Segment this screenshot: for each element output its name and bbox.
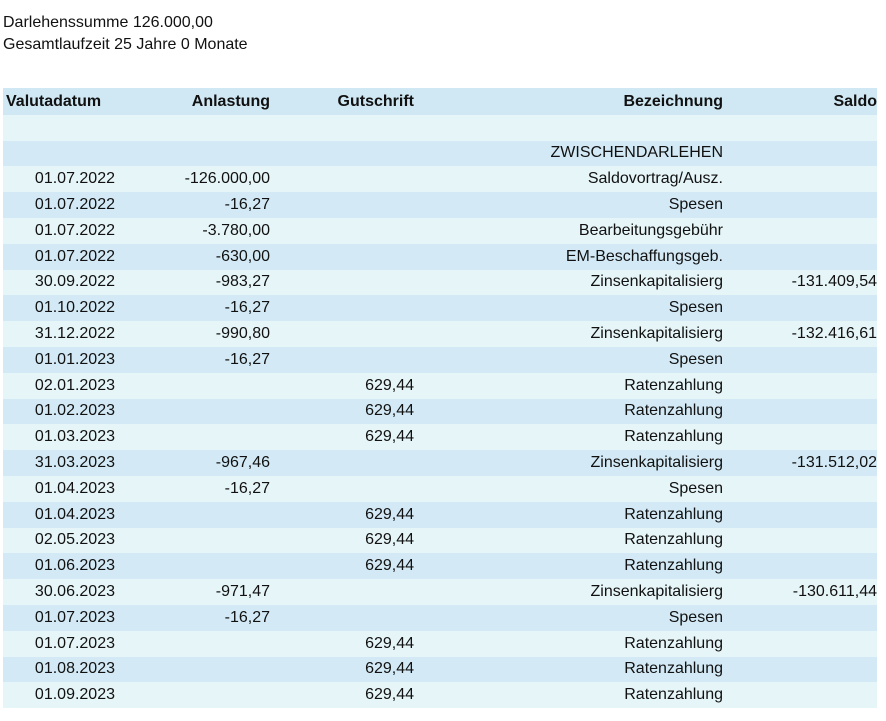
- row-description-cell: Spesen: [668, 299, 723, 317]
- row-credit-cell: [270, 218, 414, 244]
- row-debit-cell: [115, 399, 270, 425]
- row-debit-cell: -971,47: [215, 583, 270, 601]
- row-balance-cell: [723, 605, 877, 631]
- row-credit-cell: 629,44: [365, 402, 414, 420]
- row-description-cell: Ratenzahlung: [624, 634, 723, 652]
- row-description-cell: Ratenzahlung: [624, 660, 723, 678]
- row-debit-cell: -16,27: [224, 479, 270, 497]
- table-row: [3, 399, 877, 425]
- table-row: [3, 657, 877, 683]
- row-balance-cell: [723, 244, 877, 270]
- table-row: [3, 528, 877, 554]
- row-debit-cell: -16,27: [224, 196, 270, 214]
- row-credit-cell: 629,44: [365, 557, 414, 575]
- table-row: [3, 270, 877, 296]
- table-row: [3, 347, 877, 373]
- row-balance-cell: [723, 373, 877, 399]
- row-date-cell: 31.03.2023: [34, 454, 115, 472]
- row-debit-cell: -126.000,00: [184, 170, 270, 188]
- table-row: [3, 321, 877, 347]
- row-date-cell: 01.07.2023: [34, 634, 115, 652]
- row-balance-cell: [723, 347, 877, 373]
- row-debit-cell: -630,00: [215, 247, 270, 265]
- row-debit-cell: [115, 528, 270, 554]
- loan-amount-text: Darlehenssumme 126.000,00: [3, 14, 213, 31]
- table-row: [3, 682, 877, 708]
- row-date-cell: [3, 115, 115, 141]
- row-debit-cell: -16,27: [224, 350, 270, 368]
- row-description-cell: Zinsenkapitalisierg: [590, 325, 723, 343]
- table-row: [3, 476, 877, 502]
- row-balance-cell: [723, 424, 877, 450]
- row-description-cell: Zinsenkapitalisierg: [590, 454, 723, 472]
- row-date-cell: 01.04.2023: [34, 479, 115, 497]
- row-debit-cell: [115, 373, 270, 399]
- table-row: [3, 141, 877, 167]
- row-debit-cell: [115, 553, 270, 579]
- row-credit-cell: [270, 141, 414, 167]
- row-credit-cell: 629,44: [365, 505, 414, 523]
- row-description-cell: Spesen: [668, 350, 723, 368]
- row-date-cell: 01.07.2022: [34, 247, 115, 265]
- row-credit-cell: [270, 295, 414, 321]
- row-debit-cell: [115, 631, 270, 657]
- table-row: [3, 579, 877, 605]
- row-date-cell: [3, 141, 115, 167]
- row-credit-cell: [270, 115, 414, 141]
- row-balance-cell: [723, 553, 877, 579]
- row-balance-cell: -130.611,44: [792, 583, 877, 601]
- row-date-cell: 01.07.2022: [34, 170, 115, 188]
- column-header-date: Valutadatum: [6, 92, 102, 110]
- table-row: [3, 605, 877, 631]
- row-credit-cell: [270, 579, 414, 605]
- row-credit-cell: 629,44: [365, 531, 414, 549]
- loan-summary: [3, 12, 248, 56]
- row-credit-cell: [270, 192, 414, 218]
- row-date-cell: 01.08.2023: [34, 660, 115, 678]
- row-date-cell: 01.01.2023: [34, 350, 115, 368]
- row-description-cell: Ratenzahlung: [624, 402, 723, 420]
- row-credit-cell: 629,44: [365, 660, 414, 678]
- row-balance-cell: [723, 631, 877, 657]
- row-description-cell: [414, 115, 723, 141]
- row-debit-cell: -16,27: [224, 608, 270, 626]
- row-description-cell: Ratenzahlung: [624, 376, 723, 394]
- row-description-cell: Zinsenkapitalisierg: [590, 583, 723, 601]
- row-debit-cell: [115, 141, 270, 167]
- ledger-header-row: [3, 88, 877, 115]
- row-balance-cell: [723, 528, 877, 554]
- row-credit-cell: 629,44: [365, 634, 414, 652]
- row-description-cell: Ratenzahlung: [624, 531, 723, 549]
- row-credit-cell: [270, 450, 414, 476]
- row-debit-cell: -3.780,00: [202, 221, 270, 239]
- column-header-description: Bezeichnung: [623, 92, 723, 110]
- row-date-cell: 31.12.2022: [34, 325, 115, 343]
- row-date-cell: 02.01.2023: [34, 376, 115, 394]
- row-date-cell: 01.03.2023: [34, 428, 115, 446]
- row-description-cell: Spesen: [668, 479, 723, 497]
- row-credit-cell: 629,44: [365, 686, 414, 704]
- row-balance-cell: [723, 295, 877, 321]
- row-debit-cell: -990,80: [215, 325, 270, 343]
- row-description-cell: Saldovortrag/Ausz.: [587, 170, 723, 188]
- row-date-cell: 30.09.2022: [34, 273, 115, 291]
- table-row: [3, 502, 877, 528]
- row-description-cell: Ratenzahlung: [624, 557, 723, 575]
- row-debit-cell: -967,46: [215, 454, 270, 472]
- row-description-cell: Zinsenkapitalisierg: [590, 273, 723, 291]
- row-balance-cell: [723, 502, 877, 528]
- table-row: [3, 424, 877, 450]
- ledger-table: [3, 88, 877, 708]
- table-row: [3, 295, 877, 321]
- row-date-cell: 01.09.2023: [34, 686, 115, 704]
- row-date-cell: 02.05.2023: [34, 531, 115, 549]
- table-row: [3, 373, 877, 399]
- table-row: [3, 192, 877, 218]
- row-description-cell: Ratenzahlung: [624, 505, 723, 523]
- table-row: [3, 166, 877, 192]
- row-description-cell: Spesen: [668, 608, 723, 626]
- row-debit-cell: [115, 115, 270, 141]
- row-date-cell: 01.10.2022: [34, 299, 115, 317]
- table-row: [3, 244, 877, 270]
- table-row: [3, 218, 877, 244]
- row-credit-cell: [270, 605, 414, 631]
- row-credit-cell: 629,44: [365, 376, 414, 394]
- row-description-cell: Bearbeitungsgebühr: [578, 221, 723, 239]
- row-date-cell: 01.07.2023: [34, 608, 115, 626]
- row-description-cell: Spesen: [668, 196, 723, 214]
- row-balance-cell: [723, 115, 877, 141]
- row-balance-cell: -131.409,54: [791, 273, 877, 291]
- row-balance-cell: [723, 476, 877, 502]
- row-balance-cell: [723, 657, 877, 683]
- row-description-cell: ZWISCHENDARLEHEN: [550, 144, 723, 162]
- row-credit-cell: [270, 347, 414, 373]
- table-row: [3, 450, 877, 476]
- row-balance-cell: [723, 141, 877, 167]
- row-balance-cell: [723, 682, 877, 708]
- row-credit-cell: [270, 476, 414, 502]
- row-date-cell: 01.07.2022: [34, 196, 115, 214]
- row-description-cell: Ratenzahlung: [624, 428, 723, 446]
- row-balance-cell: [723, 192, 877, 218]
- row-debit-cell: [115, 657, 270, 683]
- row-credit-cell: 629,44: [365, 428, 414, 446]
- row-description-cell: EM-Beschaffungsgeb.: [565, 247, 723, 265]
- ledger-body: [3, 115, 877, 708]
- row-date-cell: 30.06.2023: [34, 583, 115, 601]
- table-row: [3, 631, 877, 657]
- total-term-text: Gesamtlaufzeit 25 Jahre 0 Monate: [3, 36, 248, 53]
- column-header-balance: Saldo: [833, 92, 877, 110]
- row-balance-cell: -131.512,02: [791, 454, 877, 472]
- row-credit-cell: [270, 321, 414, 347]
- row-debit-cell: [115, 424, 270, 450]
- row-debit-cell: [115, 682, 270, 708]
- row-credit-cell: [270, 244, 414, 270]
- row-date-cell: 01.04.2023: [34, 505, 115, 523]
- row-date-cell: 01.07.2022: [34, 221, 115, 239]
- row-debit-cell: -16,27: [224, 299, 270, 317]
- row-balance-cell: [723, 218, 877, 244]
- row-balance-cell: -132.416,61: [791, 325, 877, 343]
- row-description-cell: Ratenzahlung: [624, 686, 723, 704]
- row-credit-cell: [270, 270, 414, 296]
- row-credit-cell: [270, 166, 414, 192]
- row-debit-cell: [115, 502, 270, 528]
- row-balance-cell: [723, 399, 877, 425]
- column-header-debit: Anlastung: [191, 92, 270, 110]
- row-debit-cell: -983,27: [215, 273, 270, 291]
- row-date-cell: 01.06.2023: [34, 557, 115, 575]
- row-balance-cell: [723, 166, 877, 192]
- row-date-cell: 01.02.2023: [34, 402, 115, 420]
- table-row: [3, 553, 877, 579]
- column-header-credit: Gutschrift: [337, 92, 414, 110]
- table-row: [3, 115, 877, 141]
